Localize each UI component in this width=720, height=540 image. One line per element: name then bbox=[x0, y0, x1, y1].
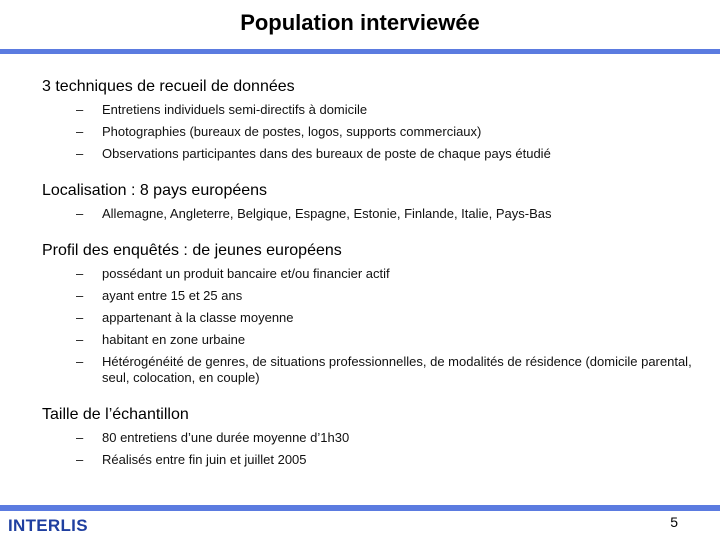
bullet-list bbox=[42, 206, 702, 222]
list-item: – appartenant à la classe moyenne bbox=[76, 310, 294, 325]
footer-divider bbox=[0, 505, 720, 511]
dash-bullet: – bbox=[76, 288, 84, 303]
section-heading: Profil des enquêtés : de jeunes européens bbox=[42, 242, 342, 259]
section-heading: Taille de l’échantillon bbox=[42, 406, 189, 423]
list-item: – Réalisés entre fin juin et juillet 2005 bbox=[76, 452, 307, 467]
section-techniques bbox=[42, 76, 702, 162]
bullet-list bbox=[42, 102, 702, 162]
list-item: – 80 entretiens d’une durée moyenne d’1h30 bbox=[76, 430, 350, 445]
list-item: – Observations participantes dans des bureaux de poste de chaque pays étudié bbox=[76, 146, 551, 161]
dash-bullet: – bbox=[76, 354, 84, 369]
dash-bullet: – bbox=[76, 310, 84, 325]
list-item: – ayant entre 15 et 25 ans bbox=[76, 288, 243, 303]
list-item: – Photographies (bureaux de postes, logos, supports commerciaux) bbox=[76, 124, 482, 139]
dash-bullet: – bbox=[76, 452, 84, 467]
dash-bullet: – bbox=[76, 206, 84, 221]
dash-bullet: – bbox=[76, 124, 84, 139]
title-divider bbox=[0, 49, 720, 54]
section-localisation bbox=[42, 180, 702, 222]
dash-bullet: – bbox=[76, 102, 84, 117]
section-profil bbox=[42, 240, 702, 386]
slide-title: Population interviewée bbox=[240, 10, 480, 35]
bullet-list bbox=[42, 430, 702, 468]
dash-bullet: – bbox=[76, 332, 84, 347]
section-heading: Localisation : 8 pays européens bbox=[42, 182, 268, 199]
list-item: – Hétérogénéité de genres, de situations professionnelles, de modalités de résidence (domicile parental, seul, colocation, en couple) bbox=[76, 354, 692, 385]
list-item: – habitant en zone urbaine bbox=[76, 332, 246, 347]
list-item: – possédant un produit bancaire et/ou financier actif bbox=[76, 266, 390, 281]
interlis-logo: INTERLIS bbox=[8, 516, 88, 535]
section-taille bbox=[42, 404, 702, 468]
dash-bullet: – bbox=[76, 146, 84, 161]
dash-bullet: – bbox=[76, 266, 84, 281]
list-item: – Entretiens individuels semi-directifs à domicile bbox=[76, 102, 368, 117]
dash-bullet: – bbox=[76, 430, 84, 445]
section-heading: 3 techniques de recueil de données bbox=[42, 78, 295, 95]
slide-content bbox=[42, 76, 702, 474]
list-item: – Allemagne, Angleterre, Belgique, Espagne, Estonie, Finlande, Italie, Pays-Bas bbox=[76, 206, 552, 221]
page-number: 5 bbox=[670, 514, 678, 530]
bullet-list bbox=[42, 266, 702, 386]
